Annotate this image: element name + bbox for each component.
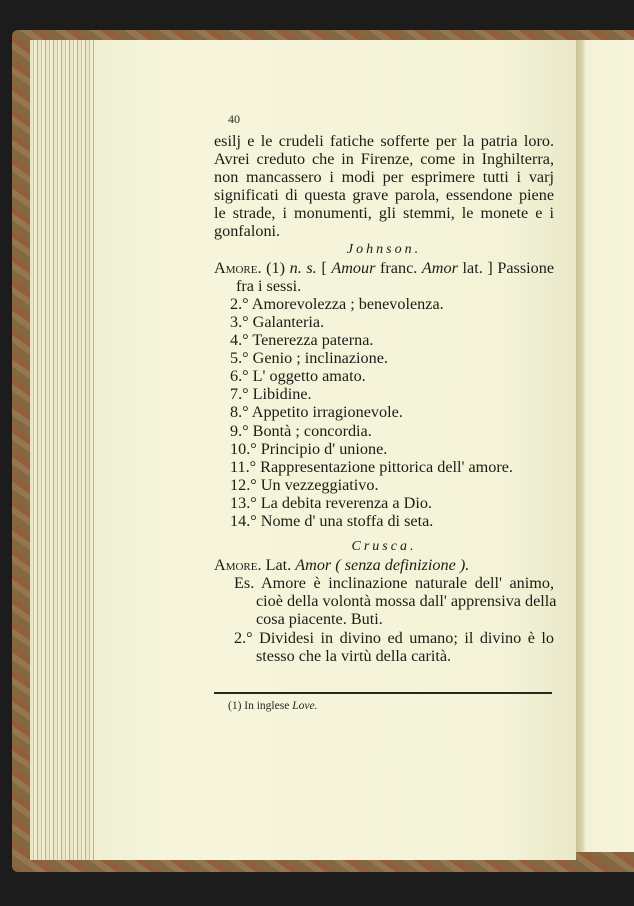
etymology-latin: Amor (295, 556, 332, 575)
johnson-entry (214, 259, 554, 277)
entry-word: Amore. (214, 258, 262, 277)
crusca-entry (214, 556, 554, 574)
footnote-rule (214, 692, 552, 694)
etymology-latin: Amor (421, 258, 458, 277)
sense: 13.° La debita reverenza a Dio. (230, 493, 432, 512)
sense: 10.° Principio d' unione. (230, 439, 388, 458)
part-of-speech: n. s. (289, 258, 317, 277)
sense: 11.° Rappresentazione pittorica dell' amore. (230, 457, 513, 476)
intro-line: non mancassero i modi per esprimere tutti i varj (214, 168, 554, 187)
sense: 7.° Libidine. (230, 385, 312, 404)
sense: 8.° Appetito irragionevole. (230, 403, 403, 422)
sense: 2.° Amorevolezza ; benevolenza. (230, 294, 444, 313)
intro-line: le strade, i monumenti, gli stemmi, le monete e i (214, 204, 554, 223)
intro-line: Avrei creduto che in Firenze, come in Inghilterra, (214, 150, 554, 169)
footnote (228, 700, 317, 712)
sense2-line: stesso che la virtù della carità. (256, 646, 452, 665)
next-page-edge (576, 40, 634, 852)
example-line: cioè della volontà mossa dall' apprensiva della (256, 592, 557, 611)
footnote-ref: (1) (266, 258, 286, 277)
lang-label: franc. (380, 258, 418, 277)
definition-continued: fra i sessi. (236, 276, 302, 295)
intro-line: gonfaloni. (214, 222, 281, 241)
sense: 6.° L' oggetto amato. (230, 367, 366, 386)
sense: 4.° Tenerezza paterna. (230, 331, 374, 350)
lang-label: Lat. (265, 556, 292, 575)
sense: 3.° Galanteria. (230, 312, 325, 331)
sense: 9.° Bontà ; concordia. (230, 421, 372, 440)
sense: 12.° Un vezzeggiativo. (230, 475, 379, 494)
sense2-line: 2.° Dividesi in divino ed umano; il divino è lo (234, 628, 554, 647)
bracket: [ (321, 258, 327, 277)
example-line: cosa piacente. Buti. (256, 610, 383, 629)
footnote-marker: (1) In inglese (228, 700, 290, 712)
entry-word: Amore. (214, 556, 262, 575)
definition: Passione (497, 258, 555, 277)
example-line: Es. Amore è inclinazione naturale dell' animo, (234, 574, 554, 593)
intro-line: significati di questa grave parola, essendone piene (214, 186, 554, 205)
sense: 14.° Nome d' una stoffa di seta. (230, 511, 434, 530)
etymology-french: Amour (331, 258, 376, 277)
page-number: 40 (228, 112, 240, 126)
lang-label: lat. ] (462, 258, 493, 277)
section-heading-crusca: Crusca. (351, 539, 417, 555)
page-edges (30, 40, 95, 860)
page-text (214, 132, 557, 665)
sense: 5.° Genio ; inclinazione. (230, 349, 388, 368)
footnote-word: Love. (292, 700, 318, 712)
intro-line: esilj e le crudeli fatiche sofferte per la patria loro. (214, 132, 554, 150)
no-definition-note: ( senza definizione ). (335, 556, 470, 575)
section-heading-johnson: Johnson. (346, 241, 422, 257)
